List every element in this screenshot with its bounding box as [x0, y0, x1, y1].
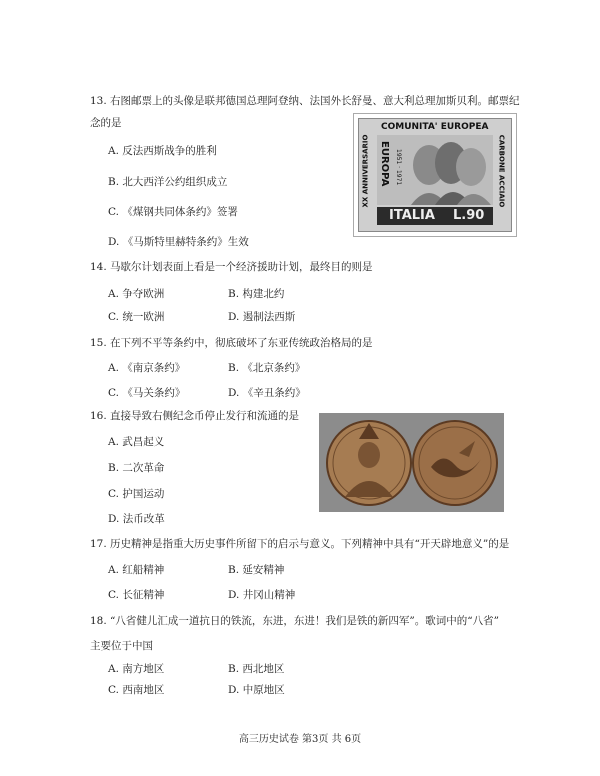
q17-option-a: A. 红船精神 — [108, 564, 165, 576]
q13-option-d: D. 《马斯特里赫特条约》生效 — [108, 236, 249, 248]
q14-option-c: C. 统一欧洲 — [108, 311, 165, 323]
q16-option-d: D. 法币改革 — [108, 513, 165, 525]
q18-option-d: D. 中原地区 — [228, 684, 285, 696]
q15-option-c: C. 《马关条约》 — [108, 387, 186, 399]
stamp-image — [358, 118, 512, 232]
q18-option-a: A. 南方地区 — [108, 663, 165, 675]
q13-option-b: B. 北大西洋公约组织成立 — [108, 176, 228, 188]
q17-option-c: C. 长征精神 — [108, 589, 165, 601]
q16-option-b: B. 二次革命 — [108, 462, 165, 474]
stamp-value-text: L.90 — [453, 208, 485, 223]
stamp-left-text: XX ANNIVERSARIO — [361, 134, 370, 208]
q15-option-b: B. 《北京条约》 — [228, 362, 306, 374]
coins-illustration — [319, 413, 504, 512]
stamp-right-text: CARBONE ACCIAIO — [497, 134, 506, 208]
q18-stem-line2: 主要位于中国 — [90, 640, 153, 652]
q13-stem-line2: 念的是 — [90, 117, 122, 129]
q16-stem: 16. 直接导致右侧纪念币停止发行和流通的是 — [90, 410, 300, 422]
q13-stem-line1: 13. 右图邮票上的头像是联邦德国总理阿登纳、法国外长舒曼、意大利总理加斯贝利。邮票纪 — [90, 95, 520, 107]
commemorative-coins-image — [319, 413, 504, 512]
q17-option-b: B. 延安精神 — [228, 564, 285, 576]
q17-stem: 17. 历史精神是指重大历史事件所留下的启示与意义。下列精神中具有“开天辟地意义”的是 — [90, 538, 510, 550]
page-footer: 高三历史试卷 第3页 共 6页 — [238, 734, 362, 745]
stamp-years-text: 1951 · 1971 — [395, 149, 402, 186]
q14-stem: 14. 马歇尔计划表面上看是一个经济援助计划，最终目的则是 — [90, 261, 373, 273]
q18-stem-line1: 18. “八省健儿汇成一道抗日的铁流，东进，东进！我们是铁的新四军”。歌词中的“八省” — [90, 615, 500, 627]
q18-option-c: C. 西南地区 — [108, 684, 165, 696]
q16-option-c: C. 护国运动 — [108, 488, 165, 500]
q17-option-d: D. 井冈山精神 — [228, 589, 296, 601]
q18-option-b: B. 西北地区 — [228, 663, 285, 675]
q15-option-a: A. 《南京条约》 — [108, 362, 186, 374]
q14-option-b: B. 构建北约 — [228, 288, 285, 300]
q16-option-a: A. 武昌起义 — [108, 436, 165, 448]
stamp-country-text: ITALIA — [389, 208, 435, 223]
q15-stem: 15. 在下列不平等条约中，彻底破坏了东亚传统政治格局的是 — [90, 337, 373, 349]
q13-option-a: A. 反法西斯战争的胜利 — [108, 145, 217, 157]
stamp-europa-text: EUROPA — [379, 141, 390, 187]
q14-option-a: A. 争夺欧洲 — [108, 288, 165, 300]
q13-option-c: C. 《煤钢共同体条约》签署 — [108, 206, 238, 218]
q14-option-d: D. 遏制法西斯 — [228, 311, 296, 323]
q15-option-d: D. 《辛丑条约》 — [228, 387, 306, 399]
stamp-top-text: COMUNITA' EUROPEA — [381, 122, 489, 132]
